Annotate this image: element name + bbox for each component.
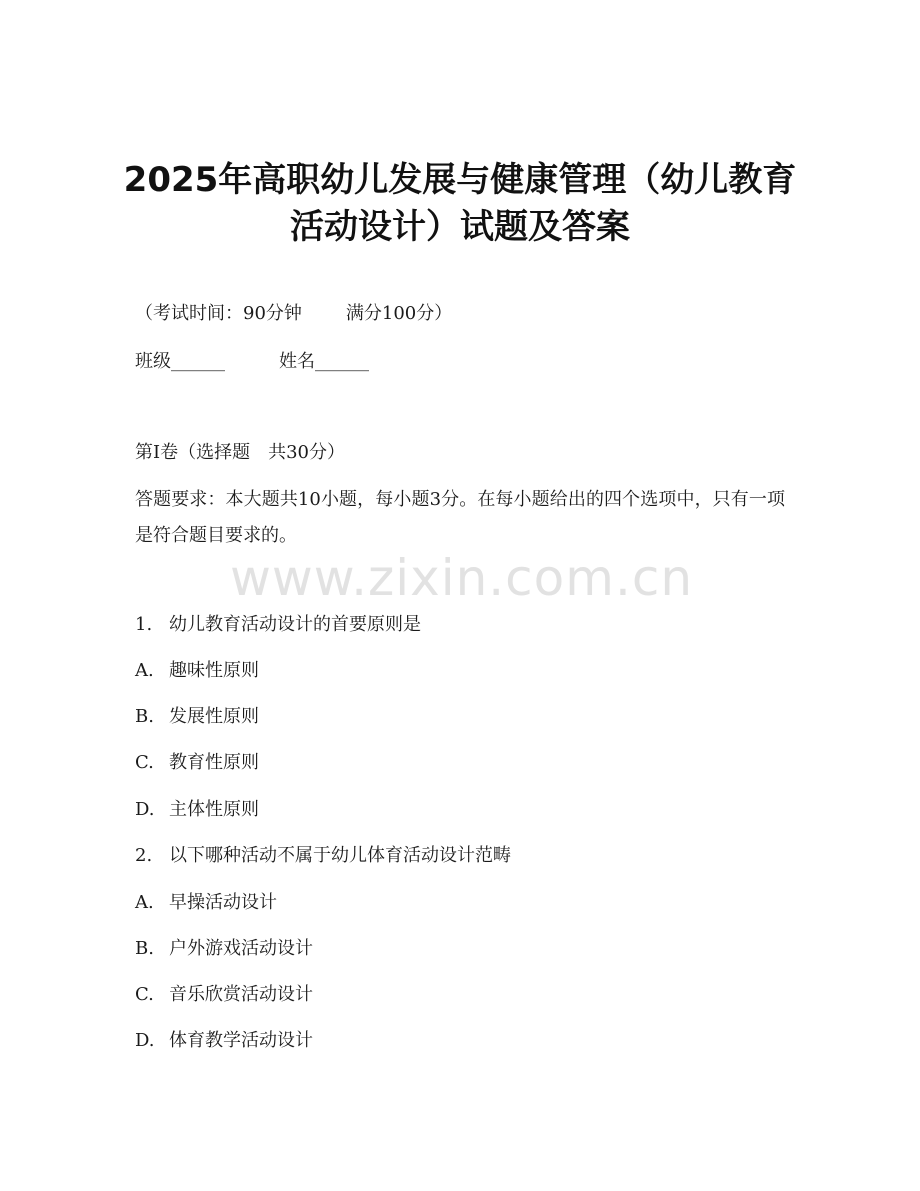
class-field: 班级______ — [135, 351, 225, 372]
exam-info — [135, 305, 452, 323]
option-letter: B. — [135, 706, 154, 727]
instructions: 答题要求：本大题共10小题，每小题3分。在每小题给出的四个选项中，只有一项是符合题目要求的。 — [135, 489, 785, 546]
name-field: 姓名______ — [279, 351, 369, 372]
option-letter: D. — [135, 1030, 155, 1051]
option-letter: B. — [135, 938, 154, 959]
watermark: www.zixin.com.cn — [230, 549, 694, 607]
question-text: 幼儿教育活动设计的首要原则是 — [169, 614, 421, 635]
option-text: 体育教学活动设计 — [169, 1030, 313, 1051]
question-1-option-d — [135, 801, 259, 819]
question-1-option-a — [135, 662, 259, 680]
question-1-option-b — [135, 708, 259, 726]
question-number: 1. — [135, 614, 153, 635]
document-title-line-2: 活动设计）试题及答案 — [290, 207, 630, 247]
question-2-stem — [135, 847, 511, 865]
option-letter: A. — [135, 660, 154, 681]
question-2-option-b — [135, 940, 313, 958]
option-letter: C. — [135, 752, 154, 773]
option-letter: D. — [135, 799, 155, 820]
full-score: 满分100分） — [345, 303, 453, 324]
document-title-line-1: 2025年高职幼儿发展与健康管理（幼儿教育 — [123, 160, 797, 200]
option-letter: A. — [135, 892, 154, 913]
question-number: 2. — [135, 845, 153, 866]
option-text: 主体性原则 — [169, 799, 259, 820]
option-text: 户外游戏活动设计 — [169, 938, 313, 959]
question-2-option-d — [135, 1032, 313, 1050]
option-text: 早操活动设计 — [169, 892, 277, 913]
question-1-stem — [135, 616, 421, 634]
option-text: 教育性原则 — [169, 752, 259, 773]
exam-time: （考试时间：90分钟 — [135, 303, 302, 324]
option-text: 音乐欣赏活动设计 — [169, 984, 313, 1005]
section-heading: 第I卷（选择题 共30分） — [135, 442, 346, 463]
question-2-option-c — [135, 986, 313, 1004]
question-text: 以下哪种活动不属于幼儿体育活动设计范畴 — [169, 845, 511, 866]
option-letter: C. — [135, 984, 154, 1005]
question-2-option-a — [135, 894, 277, 912]
option-text: 发展性原则 — [169, 706, 259, 727]
option-text: 趣味性原则 — [169, 660, 259, 681]
question-1-option-c — [135, 754, 259, 772]
student-fields — [135, 353, 369, 371]
